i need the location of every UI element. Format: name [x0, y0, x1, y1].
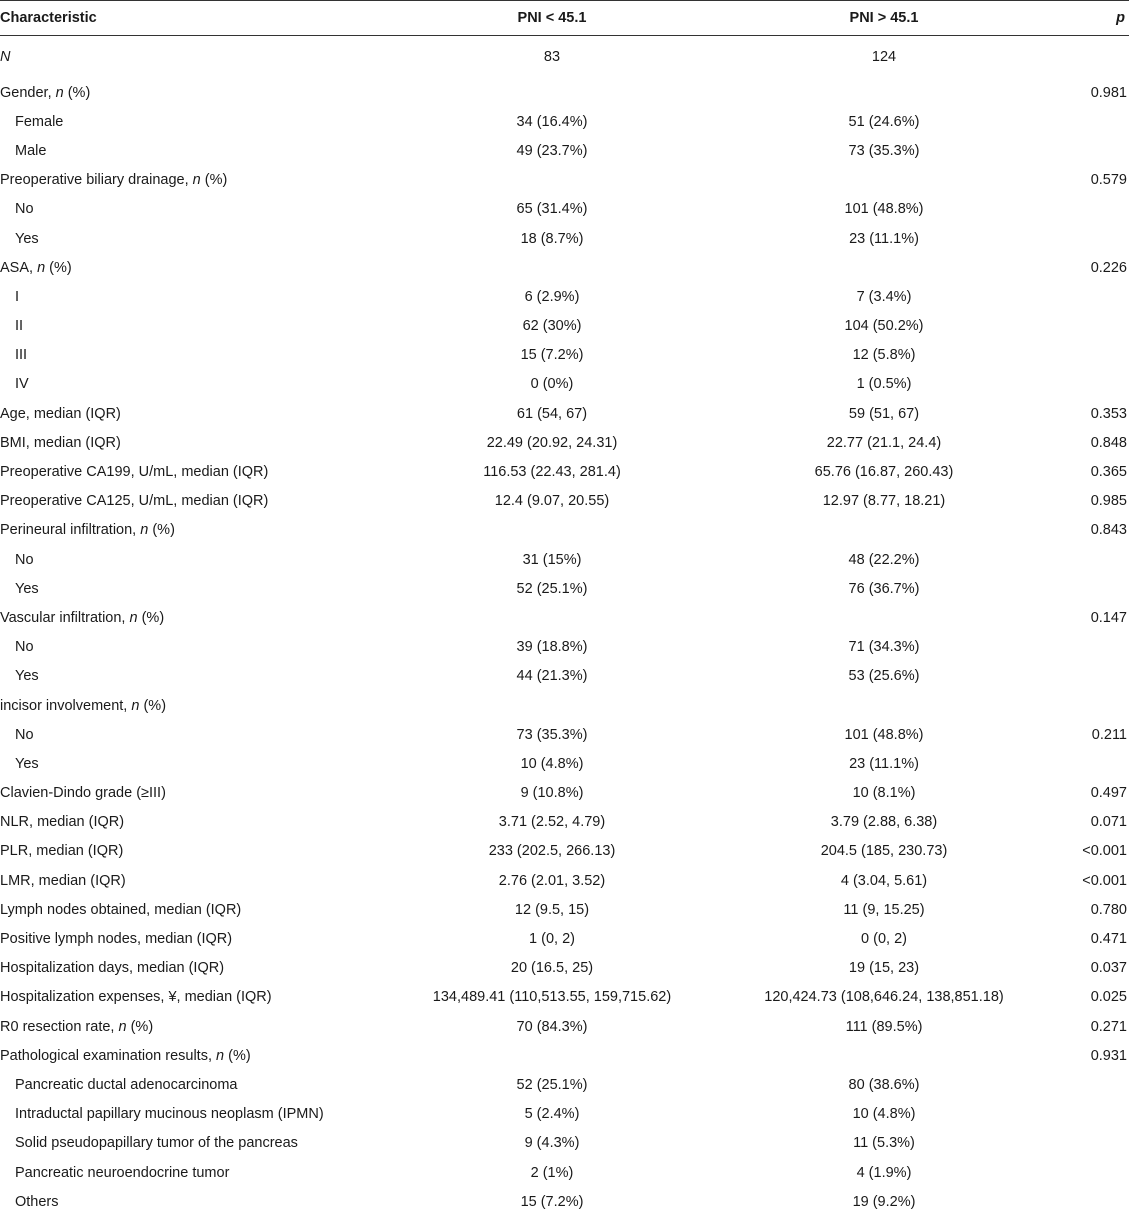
row-label [0, 749, 385, 778]
cell-p-value: 0.931 [1049, 1041, 1129, 1070]
row-label-text: R0 resection rate, [0, 1019, 118, 1035]
row-label [0, 136, 385, 165]
cell-p-value [1049, 691, 1129, 720]
row-label-text: Preoperative CA199, U/mL, median (IQR) [0, 464, 268, 480]
cell-pni-high: 104 (50.2%) [719, 312, 1049, 341]
table-row [0, 662, 1129, 691]
table-row [0, 78, 1129, 107]
cell-pni-high: 76 (36.7%) [719, 574, 1049, 603]
cell-p-value [1049, 36, 1129, 79]
table-row [0, 983, 1129, 1012]
cell-pni-low [385, 691, 719, 720]
cell-pni-low: 15 (7.2%) [385, 1187, 719, 1216]
table-row [0, 282, 1129, 311]
table-row [0, 574, 1129, 603]
row-label [0, 545, 385, 574]
cell-pni-high: 4 (3.04, 5.61) [719, 866, 1049, 895]
row-label-text: Clavien-Dindo grade (≥III) [0, 785, 166, 801]
row-label [0, 574, 385, 603]
cell-p-value [1049, 1100, 1129, 1129]
row-label [0, 312, 385, 341]
row-label [0, 720, 385, 749]
cell-pni-low [385, 516, 719, 545]
row-label-text: Yes [15, 581, 39, 597]
cell-p-value [1049, 224, 1129, 253]
cell-pni-high: 51 (24.6%) [719, 107, 1049, 136]
cell-pni-high [719, 166, 1049, 195]
row-label-italic: n [140, 522, 148, 538]
row-label [0, 662, 385, 691]
cell-p-value [1049, 574, 1129, 603]
cell-p-value [1049, 341, 1129, 370]
cell-pni-low [385, 78, 719, 107]
row-label-italic: n [216, 1048, 224, 1064]
row-label-suffix: (%) [139, 698, 166, 714]
cell-p-value [1049, 1158, 1129, 1187]
row-label [0, 224, 385, 253]
cell-p-value: 0.271 [1049, 1012, 1129, 1041]
row-label [0, 603, 385, 632]
cell-pni-high [719, 691, 1049, 720]
cell-pni-low: 22.49 (20.92, 24.31) [385, 428, 719, 457]
table-row [0, 341, 1129, 370]
table-row [0, 1100, 1129, 1129]
row-label [0, 487, 385, 516]
row-label-italic: n [193, 172, 201, 188]
row-label-suffix: (%) [64, 85, 91, 101]
table-row [0, 1041, 1129, 1070]
cell-p-value: 0.147 [1049, 603, 1129, 632]
table-row [0, 312, 1129, 341]
table-row [0, 166, 1129, 195]
cell-pni-high: 120,424.73 (108,646.24, 138,851.18) [719, 983, 1049, 1012]
cell-p-value [1049, 545, 1129, 574]
cell-p-value: 0.780 [1049, 895, 1129, 924]
table-row [0, 954, 1129, 983]
row-label-text: Yes [15, 668, 39, 684]
cell-pni-low: 83 [385, 36, 719, 79]
cell-p-value [1049, 662, 1129, 691]
cell-pni-high: 10 (4.8%) [719, 1100, 1049, 1129]
row-label-text: III [15, 347, 27, 363]
row-label-text: Perineural infiltration, [0, 522, 140, 538]
cell-p-value [1049, 136, 1129, 165]
row-label [0, 837, 385, 866]
cell-pni-high: 12 (5.8%) [719, 341, 1049, 370]
table-row [0, 428, 1129, 457]
row-label [0, 253, 385, 282]
cell-pni-high [719, 253, 1049, 282]
cell-pni-low: 5 (2.4%) [385, 1100, 719, 1129]
row-label-text: Yes [15, 231, 39, 247]
row-label-suffix: (%) [45, 260, 72, 276]
row-label-text: Gender, [0, 85, 56, 101]
table-row [0, 691, 1129, 720]
cell-pni-high: 0 (0, 2) [719, 924, 1049, 953]
row-label-text: No [15, 201, 34, 217]
header-characteristic: Characteristic [0, 1, 385, 36]
cell-p-value: 0.981 [1049, 78, 1129, 107]
row-label [0, 895, 385, 924]
row-label-text: LMR, median (IQR) [0, 873, 126, 889]
cell-pni-high: 111 (89.5%) [719, 1012, 1049, 1041]
table-row [0, 633, 1129, 662]
row-label-italic: n [56, 85, 64, 101]
table-row [0, 895, 1129, 924]
cell-p-value: <0.001 [1049, 866, 1129, 895]
row-label-text: Preoperative CA125, U/mL, median (IQR) [0, 493, 268, 509]
row-label-text: Others [15, 1194, 59, 1210]
table-row [0, 370, 1129, 399]
cell-p-value: 0.025 [1049, 983, 1129, 1012]
table-body [0, 36, 1129, 1216]
cell-pni-high: 1 (0.5%) [719, 370, 1049, 399]
cell-p-value: 0.848 [1049, 428, 1129, 457]
table-row [0, 195, 1129, 224]
cell-pni-low: 44 (21.3%) [385, 662, 719, 691]
cell-pni-high: 80 (38.6%) [719, 1070, 1049, 1099]
table-row [0, 749, 1129, 778]
row-label-suffix: (%) [127, 1019, 154, 1035]
cell-p-value: 0.985 [1049, 487, 1129, 516]
cell-pni-low [385, 603, 719, 632]
cell-pni-low: 116.53 (22.43, 281.4) [385, 457, 719, 486]
cell-pni-low: 134,489.41 (110,513.55, 159,715.62) [385, 983, 719, 1012]
cell-pni-low: 49 (23.7%) [385, 136, 719, 165]
cell-pni-high: 73 (35.3%) [719, 136, 1049, 165]
row-label-text: NLR, median (IQR) [0, 814, 124, 830]
cell-pni-low: 10 (4.8%) [385, 749, 719, 778]
cell-pni-low: 52 (25.1%) [385, 1070, 719, 1099]
cell-pni-low: 39 (18.8%) [385, 633, 719, 662]
table-row [0, 1012, 1129, 1041]
cell-p-value [1049, 1129, 1129, 1158]
row-label-italic: n [129, 610, 137, 626]
cell-pni-low: 9 (10.8%) [385, 779, 719, 808]
cell-pni-low: 9 (4.3%) [385, 1129, 719, 1158]
row-label-text: No [15, 639, 34, 655]
cell-pni-high: 23 (11.1%) [719, 224, 1049, 253]
cell-pni-high: 65.76 (16.87, 260.43) [719, 457, 1049, 486]
row-label [0, 1012, 385, 1041]
row-label [0, 516, 385, 545]
cell-pni-high: 11 (9, 15.25) [719, 895, 1049, 924]
table-row [0, 1070, 1129, 1099]
row-label [0, 107, 385, 136]
row-label-text: Hospitalization expenses, ¥, median (IQR) [0, 989, 272, 1005]
cell-p-value [1049, 370, 1129, 399]
table-row [0, 1187, 1129, 1216]
row-label-text: II [15, 318, 23, 334]
header-pni-low: PNI < 45.1 [385, 1, 719, 36]
cell-p-value [1049, 749, 1129, 778]
cell-pni-high [719, 78, 1049, 107]
cell-pni-low: 62 (30%) [385, 312, 719, 341]
cell-pni-low: 233 (202.5, 266.13) [385, 837, 719, 866]
row-label [0, 983, 385, 1012]
row-label [0, 1187, 385, 1216]
cell-p-value [1049, 1187, 1129, 1216]
cell-pni-high: 11 (5.3%) [719, 1129, 1049, 1158]
table-row [0, 808, 1129, 837]
table-row [0, 545, 1129, 574]
row-label-text: Yes [15, 756, 39, 772]
cell-pni-low [385, 166, 719, 195]
cell-pni-low: 2 (1%) [385, 1158, 719, 1187]
cell-pni-high: 23 (11.1%) [719, 749, 1049, 778]
cell-pni-low: 0 (0%) [385, 370, 719, 399]
row-label-text: Pancreatic ductal adenocarcinoma [15, 1077, 237, 1093]
row-label-text: Female [15, 114, 63, 130]
row-label [0, 954, 385, 983]
row-label-text: Intraductal papillary mucinous neoplasm (IPMN) [15, 1106, 324, 1122]
cell-p-value [1049, 107, 1129, 136]
cell-pni-low: 1 (0, 2) [385, 924, 719, 953]
cell-p-value: 0.071 [1049, 808, 1129, 837]
table-row [0, 720, 1129, 749]
row-label [0, 282, 385, 311]
table-row [0, 107, 1129, 136]
table-row [0, 779, 1129, 808]
cell-pni-high: 59 (51, 67) [719, 399, 1049, 428]
table-row [0, 224, 1129, 253]
cell-pni-high: 22.77 (21.1, 24.4) [719, 428, 1049, 457]
table-row [0, 136, 1129, 165]
row-label [0, 428, 385, 457]
table-row [0, 516, 1129, 545]
cell-pni-high: 53 (25.6%) [719, 662, 1049, 691]
cell-p-value: 0.353 [1049, 399, 1129, 428]
cell-p-value: 0.471 [1049, 924, 1129, 953]
cell-p-value [1049, 633, 1129, 662]
row-label-italic: n [37, 260, 45, 276]
row-label [0, 457, 385, 486]
cell-pni-high: 101 (48.8%) [719, 720, 1049, 749]
cell-pni-low: 3.71 (2.52, 4.79) [385, 808, 719, 837]
table-header [0, 1, 1129, 36]
row-label [0, 808, 385, 837]
row-label-text: Positive lymph nodes, median (IQR) [0, 931, 232, 947]
table-row [0, 253, 1129, 282]
row-label [0, 924, 385, 953]
cell-p-value [1049, 282, 1129, 311]
cell-pni-low: 12 (9.5, 15) [385, 895, 719, 924]
table-row [0, 487, 1129, 516]
row-label-text: Vascular infiltration, [0, 610, 129, 626]
row-label-suffix: (%) [201, 172, 228, 188]
row-label-text: Age, median (IQR) [0, 406, 121, 422]
cell-pni-high: 7 (3.4%) [719, 282, 1049, 311]
cell-pni-low: 52 (25.1%) [385, 574, 719, 603]
header-pni-high: PNI > 45.1 [719, 1, 1049, 36]
cell-p-value: <0.001 [1049, 837, 1129, 866]
row-label [0, 691, 385, 720]
cell-pni-low: 31 (15%) [385, 545, 719, 574]
cell-pni-high: 71 (34.3%) [719, 633, 1049, 662]
cell-p-value: 0.579 [1049, 166, 1129, 195]
row-label-italic: n [118, 1019, 126, 1035]
row-label [0, 633, 385, 662]
row-label [0, 1129, 385, 1158]
table-row [0, 924, 1129, 953]
row-label [0, 36, 385, 79]
row-label-text: No [15, 552, 34, 568]
cell-pni-high: 10 (8.1%) [719, 779, 1049, 808]
cell-pni-high: 4 (1.9%) [719, 1158, 1049, 1187]
cell-p-value: 0.226 [1049, 253, 1129, 282]
table-row [0, 603, 1129, 632]
row-label [0, 341, 385, 370]
row-label [0, 779, 385, 808]
row-label-suffix: (%) [148, 522, 175, 538]
cell-pni-low: 12.4 (9.07, 20.55) [385, 487, 719, 516]
row-label-text: Male [15, 143, 46, 159]
row-label-text: Preoperative biliary drainage, [0, 172, 193, 188]
cell-pni-high: 48 (22.2%) [719, 545, 1049, 574]
cell-pni-high: 101 (48.8%) [719, 195, 1049, 224]
cell-pni-low: 73 (35.3%) [385, 720, 719, 749]
table-row [0, 399, 1129, 428]
cell-p-value [1049, 312, 1129, 341]
table-row [0, 1158, 1129, 1187]
cell-p-value: 0.843 [1049, 516, 1129, 545]
cell-pni-low: 61 (54, 67) [385, 399, 719, 428]
row-label-text: I [15, 289, 19, 305]
row-label [0, 195, 385, 224]
row-label-text: ASA, [0, 260, 37, 276]
cell-pni-high: 19 (15, 23) [719, 954, 1049, 983]
cell-pni-low [385, 253, 719, 282]
row-label-text: PLR, median (IQR) [0, 843, 123, 859]
cell-pni-high: 204.5 (185, 230.73) [719, 837, 1049, 866]
cell-pni-low: 18 (8.7%) [385, 224, 719, 253]
row-label-italic: n [131, 698, 139, 714]
row-label [0, 370, 385, 399]
row-label [0, 1100, 385, 1129]
table-row [0, 36, 1129, 79]
row-label [0, 1041, 385, 1070]
cell-pni-low: 70 (84.3%) [385, 1012, 719, 1041]
cell-p-value [1049, 195, 1129, 224]
header-row [0, 1, 1129, 36]
row-label [0, 866, 385, 895]
header-p-value: p [1049, 1, 1129, 36]
cell-pni-high: 124 [719, 36, 1049, 79]
row-label-italic: N [0, 49, 10, 65]
cell-pni-low: 6 (2.9%) [385, 282, 719, 311]
cell-pni-high [719, 1041, 1049, 1070]
row-label-text: No [15, 727, 34, 743]
row-label-text: BMI, median (IQR) [0, 435, 121, 451]
cell-p-value: 0.497 [1049, 779, 1129, 808]
cell-pni-low: 15 (7.2%) [385, 341, 719, 370]
cell-p-value [1049, 1070, 1129, 1099]
cell-pni-high: 12.97 (8.77, 18.21) [719, 487, 1049, 516]
row-label-text: Pathological examination results, [0, 1048, 216, 1064]
cell-pni-low: 65 (31.4%) [385, 195, 719, 224]
row-label [0, 78, 385, 107]
table-row [0, 457, 1129, 486]
row-label-text: Lymph nodes obtained, median (IQR) [0, 902, 241, 918]
table-row [0, 1129, 1129, 1158]
row-label-text: Pancreatic neuroendocrine tumor [15, 1165, 229, 1181]
cell-pni-low: 34 (16.4%) [385, 107, 719, 136]
table-row [0, 837, 1129, 866]
row-label [0, 166, 385, 195]
cell-pni-high [719, 516, 1049, 545]
cell-pni-high [719, 603, 1049, 632]
row-label-suffix: (%) [138, 610, 165, 626]
row-label [0, 1158, 385, 1187]
row-label-text: IV [15, 376, 29, 392]
row-label-text: Hospitalization days, median (IQR) [0, 960, 224, 976]
cell-p-value: 0.037 [1049, 954, 1129, 983]
cell-p-value: 0.365 [1049, 457, 1129, 486]
table-row [0, 866, 1129, 895]
row-label [0, 1070, 385, 1099]
cell-pni-low: 2.76 (2.01, 3.52) [385, 866, 719, 895]
cell-p-value: 0.211 [1049, 720, 1129, 749]
cell-pni-low: 20 (16.5, 25) [385, 954, 719, 983]
cell-pni-low [385, 1041, 719, 1070]
row-label [0, 399, 385, 428]
cell-pni-high: 19 (9.2%) [719, 1187, 1049, 1216]
row-label-text: incisor involvement, [0, 698, 131, 714]
cell-pni-high: 3.79 (2.88, 6.38) [719, 808, 1049, 837]
row-label-text: Solid pseudopapillary tumor of the pancreas [15, 1135, 298, 1151]
row-label-suffix: (%) [224, 1048, 251, 1064]
